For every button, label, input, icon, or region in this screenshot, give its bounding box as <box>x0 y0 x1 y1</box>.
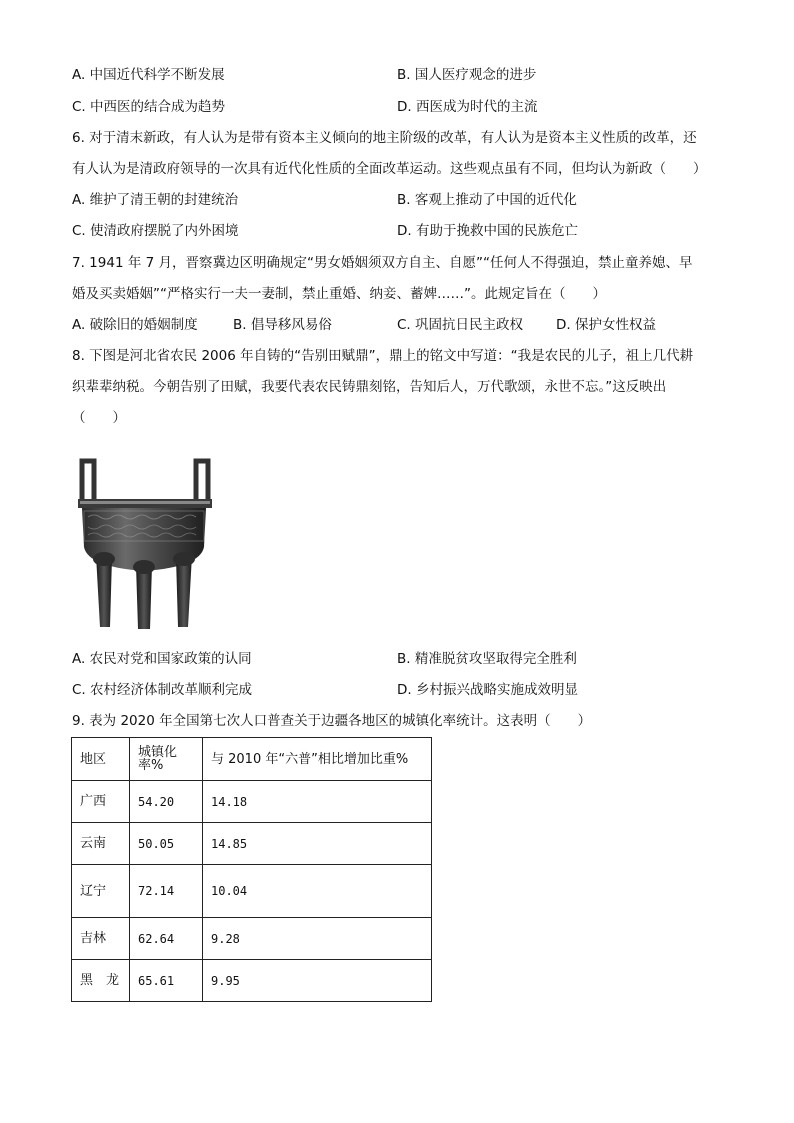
cell-rate: 62.64 <box>130 918 203 960</box>
cell-increase: 14.85 <box>203 823 432 865</box>
q8-option-a: A. 农民对党和国家政策的认同 <box>72 651 252 667</box>
table-row <box>72 960 432 1002</box>
q5-option-c: C. 中西医的结合成为趋势 <box>72 99 226 115</box>
cell-increase: 9.95 <box>203 960 432 1002</box>
header-region: 地区 <box>72 738 130 781</box>
q7-option-d: D. 保护女性权益 <box>556 317 656 333</box>
cell-region: 广西 <box>72 781 130 823</box>
q8-stem-line1: 8. 下图是河北省农民 2006 年自铸的“告别田赋鼎”，鼎上的铭文中写道：“我是农民的儿子，祖上几代耕 <box>72 348 694 364</box>
q8-option-d: D. 乡村振兴战略实施成效明显 <box>397 682 578 698</box>
q5-option-a: A. 中国近代科学不断发展 <box>72 67 225 83</box>
table-row <box>72 781 432 823</box>
q6-option-a: A. 维护了清王朝的封建统治 <box>72 192 239 208</box>
table-row <box>72 823 432 865</box>
q6-option-b: B. 客观上推动了中国的近代化 <box>397 192 577 208</box>
q6-stem-line1: 6. 对于清末新政，有人认为是带有资本主义倾向的地主阶级的改革，有人认为是资本主义性质的改革，还 <box>72 130 697 146</box>
q7-option-a: A. 破除旧的婚姻制度 <box>72 317 198 333</box>
cell-rate: 50.05 <box>130 823 203 865</box>
q9-stem-line1: 9. 表为 2020 年全国第七次人口普查关于边疆各地区的城镇化率统计。这表明（ ） <box>72 713 592 729</box>
cell-region: 辽宁 <box>72 865 130 918</box>
q8-stem-line2: 织辈辈纳税。今朝告别了田赋，我要代表农民铸鼎刻铭，告知后人，万代歌颂，永世不忘。”这反映出 <box>72 379 667 395</box>
cell-region: 云南 <box>72 823 130 865</box>
cell-rate: 54.20 <box>130 781 203 823</box>
table-row <box>72 918 432 960</box>
q7-stem-line2: 婚及买卖婚姻”“严格实行一夫一妻制，禁止重婚、纳妾、蓄婢……”。此规定旨在（ ） <box>72 286 606 302</box>
q8-option-c: C. 农村经济体制改革顺利完成 <box>72 682 253 698</box>
cell-rate: 65.61 <box>130 960 203 1002</box>
q8-option-b: B. 精准脱贫攻坚取得完全胜利 <box>397 651 577 667</box>
cell-increase: 14.18 <box>203 781 432 823</box>
header-increase: 与 2010 年“六普”相比增加比重% <box>203 738 432 781</box>
q6-stem-line2: 有人认为是清政府领导的一次具有近代化性质的全面改革运动。这些观点虽有不同，但均认为新政（ ） <box>72 161 707 177</box>
q5-option-d: D. 西医成为时代的主流 <box>397 99 538 115</box>
cell-region: 吉林 <box>72 918 130 960</box>
q7-option-b: B. 倡导移风易俗 <box>233 317 332 333</box>
table-header-row <box>72 738 432 781</box>
q6-option-d: D. 有助于挽救中国的民族危亡 <box>397 223 578 239</box>
cell-increase: 10.04 <box>203 865 432 918</box>
table-row <box>72 865 432 918</box>
urbanization-table <box>71 737 432 1002</box>
cell-increase: 9.28 <box>203 918 432 960</box>
q7-option-c: C. 巩固抗日民主政权 <box>397 317 524 333</box>
q7-stem-line1: 7. 1941 年 7 月，晋察冀边区明确规定“男女婚姻须双方自主、自愿”“任何人不得强迫，禁止童养媳、早 <box>72 255 693 271</box>
q5-option-b: B. 国人医疗观念的进步 <box>397 67 537 83</box>
q6-option-c: C. 使清政府摆脱了内外困境 <box>72 223 239 239</box>
cell-region: 黑 龙 <box>72 960 130 1002</box>
ding-cauldron-image <box>74 455 214 631</box>
header-urbanization-rate: 城镇化率% <box>130 738 203 781</box>
cell-rate: 72.14 <box>130 865 203 918</box>
q8-stem-line3: （ ） <box>72 410 126 426</box>
